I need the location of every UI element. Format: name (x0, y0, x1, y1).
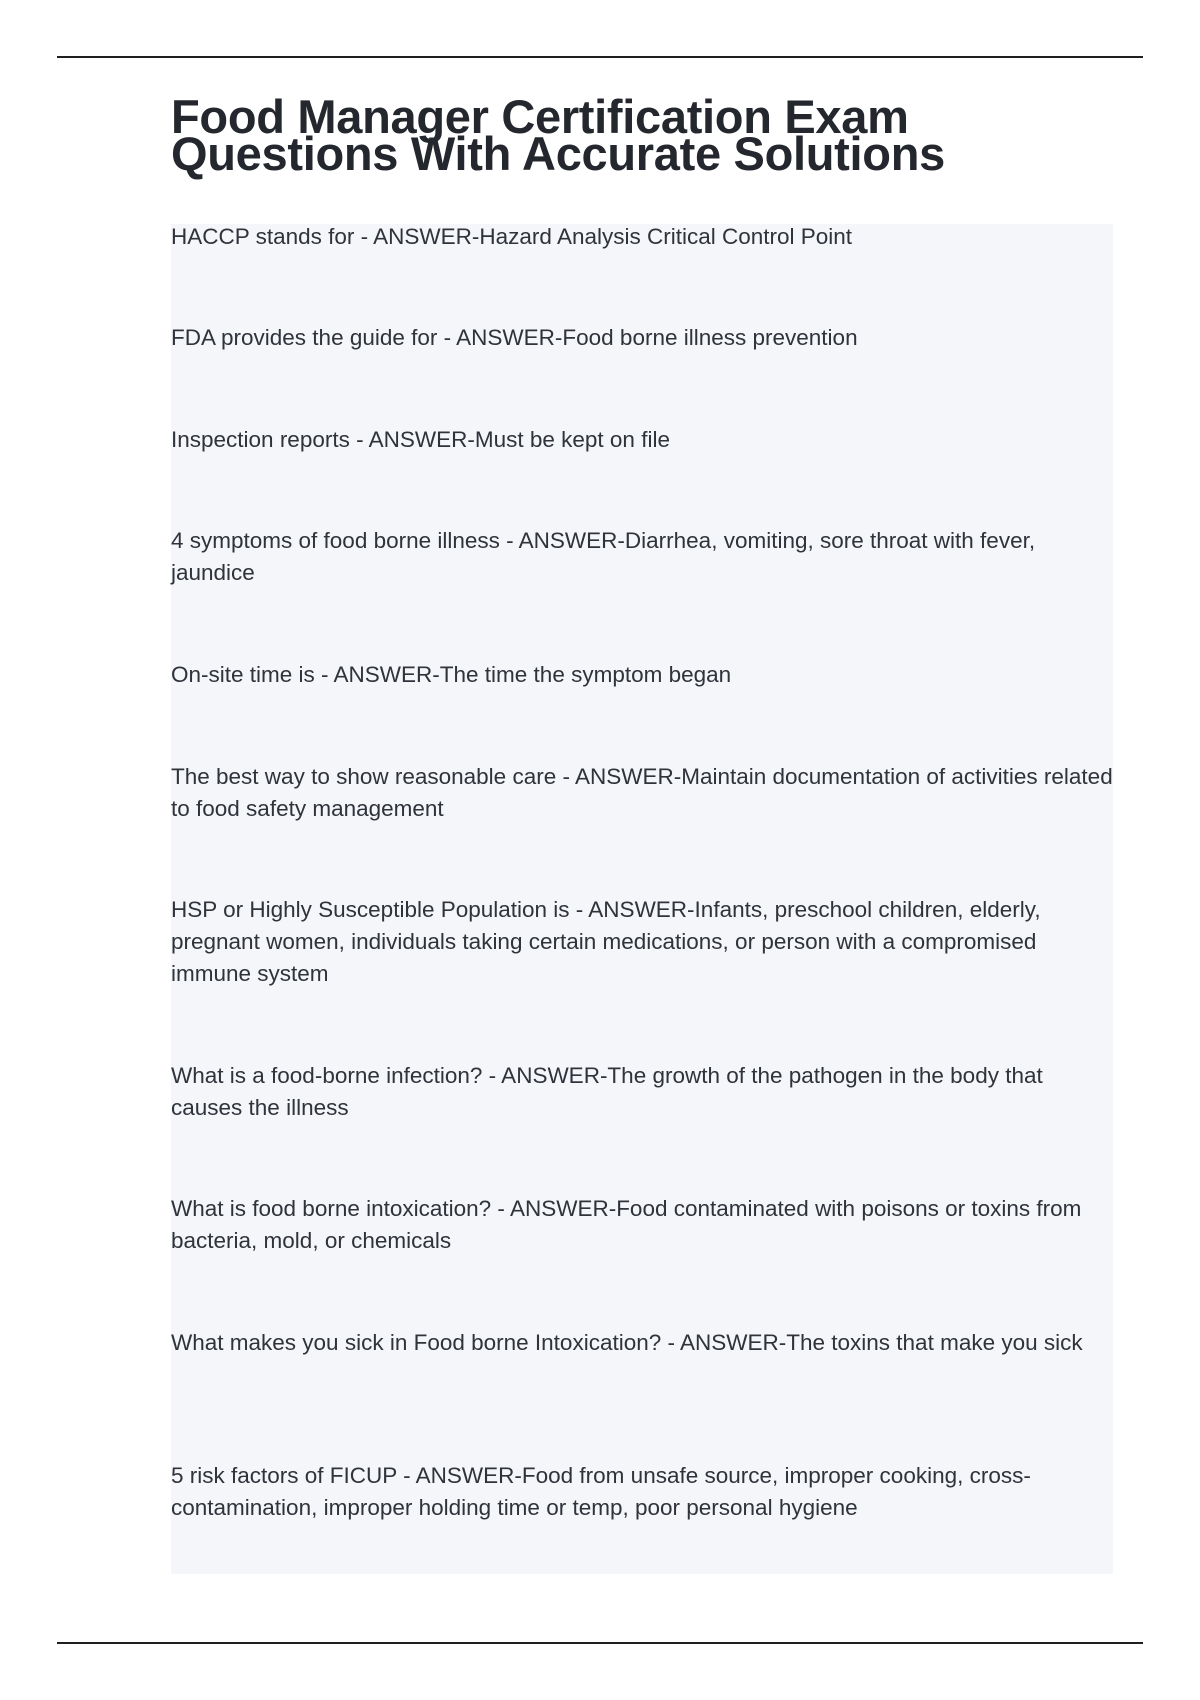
qa-list (171, 224, 1113, 1574)
top-divider (57, 56, 1143, 58)
qa-item: On-site time is - ANSWER-The time the symptom began (171, 662, 732, 687)
qa-item: 4 symptoms of food borne illness - ANSWER-Diarrhea, vomiting, sore throat with fever, jaundice (171, 528, 1036, 585)
qa-item: 5 risk factors of FICUP - ANSWER-Food from unsafe source, improper cooking, cross-contamination, improper holding time or temp, poor personal hygiene (171, 1463, 1031, 1520)
qa-item: What makes you sick in Food borne Intoxication? - ANSWER-The toxins that make you sick (171, 1330, 1083, 1355)
document-title: Food Manager Certification Exam Questions With Accurate Solutions (171, 90, 945, 180)
qa-item: What is a food-borne infection? - ANSWER-The growth of the pathogen in the body that causes the illness (171, 1063, 1043, 1120)
qa-item: Inspection reports - ANSWER-Must be kept on file (171, 427, 670, 452)
bottom-divider (57, 1642, 1143, 1644)
qa-item: What is food borne intoxication? - ANSWER-Food contaminated with poisons or toxins from bacteria, mold, or chemicals (171, 1196, 1082, 1253)
qa-item: FDA provides the guide for - ANSWER-Food borne illness prevention (171, 325, 858, 350)
qa-item: HSP or Highly Susceptible Population is - ANSWER-Infants, preschool children, elderly, pregnant women, individuals taking certain medications, or person with a compromised immune system (171, 897, 1041, 986)
qa-item: HACCP stands for - ANSWER-Hazard Analysis Critical Control Point (171, 224, 853, 249)
qa-item: The best way to show reasonable care - ANSWER-Maintain documentation of activities related to food safety management (171, 764, 1113, 821)
